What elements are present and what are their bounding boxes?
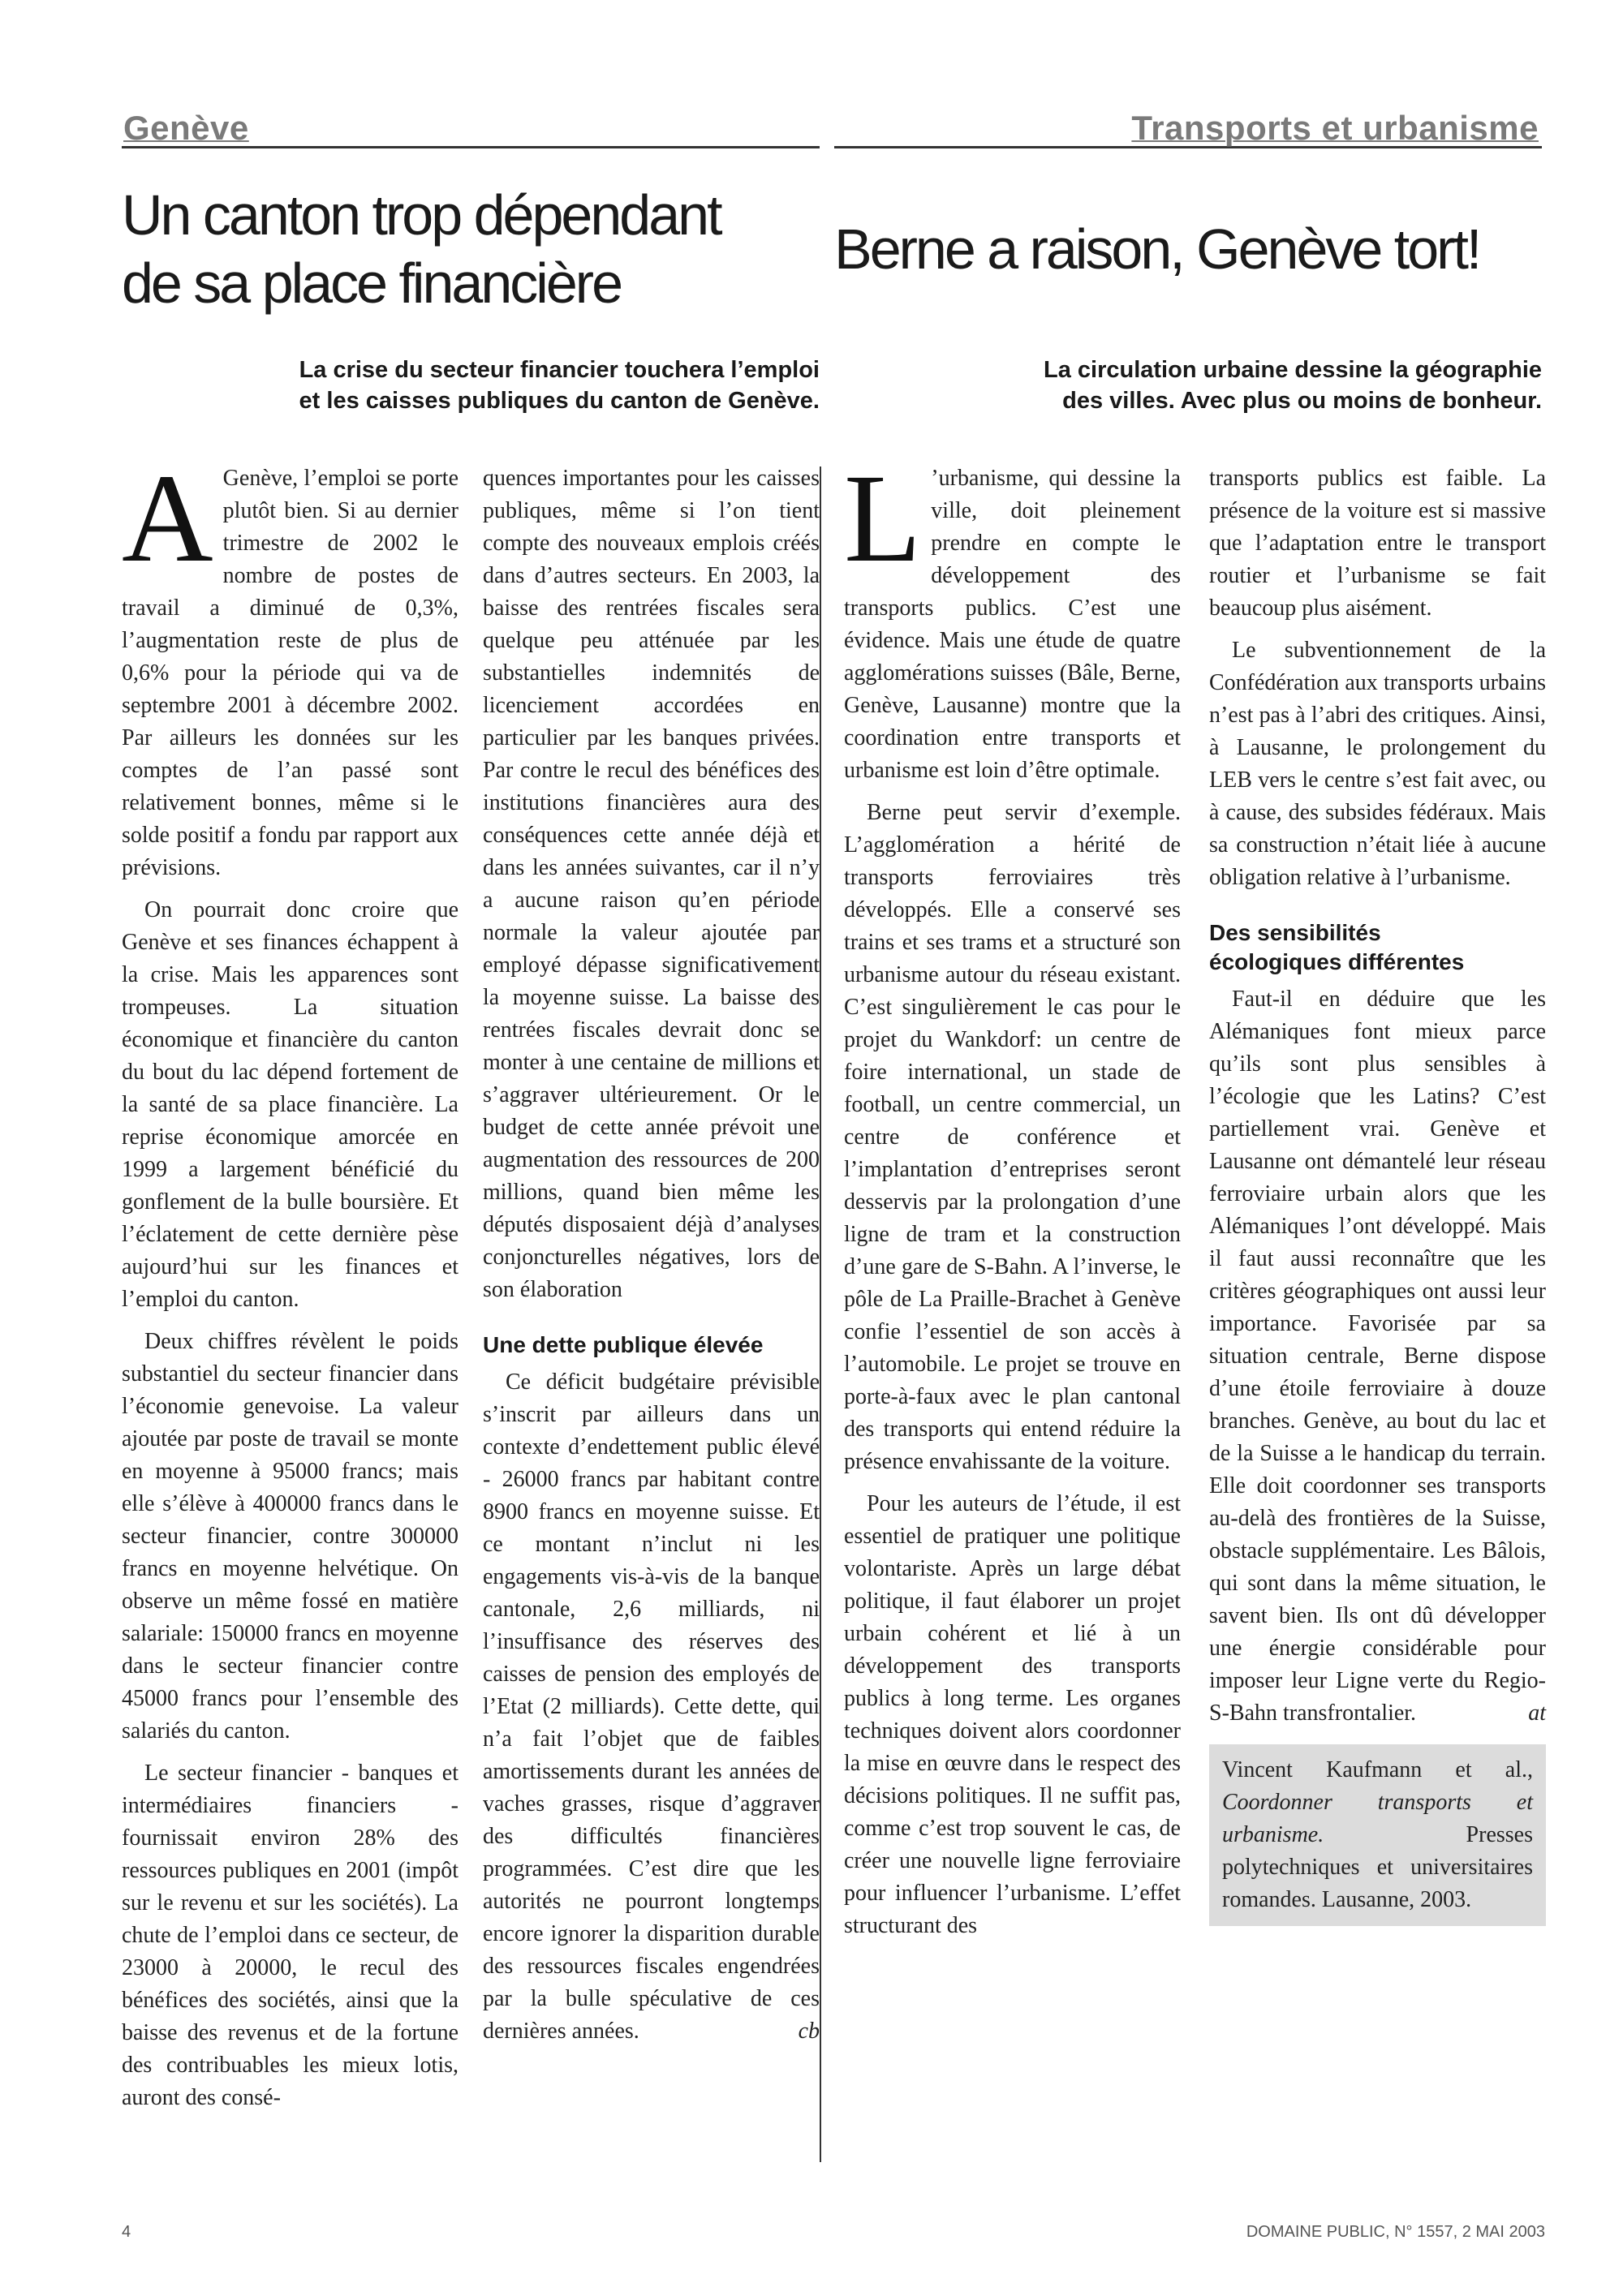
lead-line-1: La crise du secteur financier touchera l’emploi — [299, 357, 820, 383]
page-number: 4 — [122, 2223, 131, 2241]
body-columns-left — [122, 448, 820, 2280]
biblio-work-title: Coordonner transports et urbanisme. — [1222, 1790, 1533, 1847]
paragraph: Pour les auteurs de l’étude, il est essentiel de pratiquer une politique volontariste. Après un large débat politique, il faut élaborer un projet urbain cohérent et lié à un développement des transports publics à long terme. Les organes techniques doivent alors coordonner la mise en œuvre dans le respect des décisions politiques. Il ne suffit pas, comme c’est trop souvent le cas, de créer une nouvelle ligne ferroviaire pour influencer l’urbanisme. L’effet structurant des — [844, 1491, 1181, 1938]
body-columns-right — [834, 448, 1546, 2280]
article-lead-right — [834, 355, 1542, 416]
author-signature: cb — [798, 2019, 820, 2044]
rubric-transports: Transports et urbanisme — [1131, 109, 1539, 147]
biblio-authors: Vincent Kaufmann et al., — [1222, 1757, 1533, 1782]
paragraph: On pourrait donc croire que Genève et ses finances échappent à la crise. Mais les apparences sont trompeuses. La situation économique et financière du canton du bout du lac dépend fortement de la santé de sa place financière. La reprise économique amorcée en 1999 a largement bénéficié du gonflement de la bulle boursière. Et l’éclatement de cette dernière pèse aujourd’hui sur les finances et l’emploi du canton. — [122, 897, 458, 1312]
article-lead-left — [122, 355, 820, 416]
subheading: Une dette publique élevée — [483, 1332, 764, 1357]
bibliography-box — [1209, 1744, 1546, 1926]
column-4 — [1209, 462, 1546, 1926]
paragraph: Deux chiffres révèlent le poids substantiel du secteur financier dans l’économie genevoise. La valeur ajoutée par poste de travail se monte en moyenne à 95000 francs; mais elle s’élève à 400000 francs dans le secteur financier, contre 300000 francs en moyenne helvétique. On observe un même fossé en matière salariale: 150000 francs en moyenne dans le secteur financier contre 45000 francs pour l’ensemble des salariés du canton. — [122, 1329, 458, 1743]
paragraph: Faut-il en déduire que les Alémaniques font mieux parce qu’ils sont plus sensibles à l’écologie que les Latins? C’est partiellement vrai. Genève et Lausanne ont démantelé leur réseau ferroviaire urbain alors que les Alémaniques l’ont développé. Mais il faut aussi reconnaître que les critères géographiques ont aussi leur importance. Favorisée par sa situation centrale, Berne dispose d’une étoile ferroviaire à douze branches. Genève, au bout du lac et de la Suisse a le handicap du terrain. Elle doit coordonner ses transports au-delà des frontières de la Suisse, obstacle supplémentaire. Les Bâlois, qui sont dans la même situation, le savent bien. Ils ont dû développer une énergie considérable pour imposer leur Ligne verte du Regio-S-Bahn transfrontalier. — [1209, 987, 1546, 1726]
lead-line-2: et les caisses publiques du canton de Genève. — [299, 388, 820, 414]
paragraph: A Genève, l’emploi se porte plutôt bien. Si au dernier trimestre de 2002 le nombre de postes de travail a diminué de 0,3%, l’augmentation reste de plus de 0,6% pour la période qui va de septembre 2001 à décembre 2002. Par ailleurs les données sur les comptes de l’an passé sont relativement bonnes, même si le solde positif a fondu par rapport aux prévisions. — [122, 448, 458, 880]
paragraph: transports publics est faible. La présence de la voiture est si massive que l’adaptation entre le transport routier et l’urbanisme se fait beaucoup plus aisément. — [1209, 466, 1546, 621]
drop-cap: A — [122, 448, 213, 588]
paragraph: Le subventionnement de la Confédération aux transports urbains n’est pas à l’abri des critiques. Ainsi, à Lausanne, le prolongement du LEB vers le centre s’est fait avec, ou à cause, des subsides fédéraux. Mais sa construction n’était liée à aucune obligation relative à l’urbanisme. — [1209, 638, 1546, 890]
column-divider — [820, 467, 821, 2162]
rubric-geneve: Genève — [123, 109, 249, 147]
rubric-bar-left — [122, 105, 820, 148]
author-signature: at — [1528, 1701, 1546, 1726]
column-2 — [483, 462, 820, 2048]
paragraph: quences importantes pour les caisses publiques, même si l’on tient compte des nouveaux emplois créés dans d’autres secteurs. En 2003, la baisse des rentrées fiscales sera quelque peu atténuée par les substantielles indemnités de licenciement accordées en particulier par les banques privées. Par contre le recul des bénéfices des institutions financières aura des conséquences cette année déjà et dans les années suivantes, car il n’y a aucune raison qu’en période normale la valeur ajoutée par employé dépasse significativement la moyenne suisse. La baisse des rentrées fiscales devrait donc se monter à une centaine de millions et s’aggraver ultérieurement. Or le budget de cette année prévoit une augmentation des ressources de 200 millions, quand bien même les députés disposaient déjà d’analyses conjoncturelles négatives, lors de son élaboration — [483, 466, 820, 1302]
article-title-right: Berne a raison, Genève tort! — [834, 217, 1480, 281]
column-1 — [122, 448, 458, 2114]
paragraph: L ’urbanisme, qui dessine la ville, doit pleinement prendre en compte le développement des transports publics. C’est une évidence. Mais une étude de quatre agglomérations suisses (Bâle, Berne, Genève, Lausanne) montre que la coordination entre transports et urbanisme est loin d’être optimale. — [844, 448, 1181, 783]
biblio-publisher: Presses polytechniques et universitaires romandes. Lausanne, 2003. — [1222, 1822, 1533, 1912]
title-line-2: de sa place financière — [122, 252, 621, 315]
article-title-left — [122, 181, 820, 351]
paragraph: Berne peut servir d’exemple. L’agglomération a hérité de transports ferroviaires très développés. Elle a conservé ses trains et ses trams et a structuré son urbanisme autour du réseau existant. C’est singulièrement le cas pour le projet du Wankdorf: un centre de foire international, un stade de football, un centre commercial, un centre de conférence et l’implantation d’entreprises seront desservis par la prolongation d’une ligne de tram et la construction d’une gare de S-Bahn. A l’inverse, le pôle de La Praille-Brachet à Genève confie l’essentiel de son accès à l’automobile. Le projet se trouve en porte-à-faux avec le plan cantonal des transports qui entend réduire la présence envahissante de la voiture. — [844, 800, 1181, 1474]
paragraph: Le secteur financier - banques et intermédiaires financiers - fournissait environ 28% des ressources publiques en 2001 (impôt sur le revenu et sur les sociétés). La chute de l’emploi dans ce secteur, de 23000 à 20000, le recul des bénéfices des sociétés, ainsi que la baisse des revenus et de la fortune des contribuables les mieux lotis, auront des consé- — [122, 1761, 458, 2110]
title-line-1: Un canton trop dépendant — [122, 183, 721, 247]
lead-line-2: des villes. Avec plus ou moins de bonheur. — [1062, 388, 1542, 414]
drop-cap: L — [844, 448, 922, 588]
lead-line-1: La circulation urbaine dessine la géographie — [1044, 357, 1542, 383]
paragraph: Ce déficit budgétaire prévisible s’inscrit par ailleurs dans un contexte d’endettement public élevé - 26000 francs par habitant contre 8900 francs en moyenne suisse. Et ce montant n’inclut ni les engagements vis-à-vis de la banque cantonale, 2,6 milliards, ni l’insuffisance des réserves des caisses de pension des employés de l’Etat (2 milliards). Cette dette, qui n’a fait l’objet que de faibles amortissements durant les années de vaches grasses, risque d’aggraver des difficultés financières programmées. C’est dire que les autorités ne pourront longtemps encore ignorer la disparition durable des ressources fiscales engendrées par la bulle spéculative de ces dernières années. — [483, 1369, 820, 2044]
issue-info: DOMAINE PUBLIC, N° 1557, 2 MAI 2003 — [1246, 2223, 1545, 2241]
rubric-bar-right — [834, 105, 1542, 148]
article-geneve — [122, 105, 820, 2110]
column-3 — [844, 448, 1181, 1942]
subheading: Des sensibilités écologiques différentes — [1209, 920, 1465, 974]
article-transports — [834, 105, 1546, 1938]
